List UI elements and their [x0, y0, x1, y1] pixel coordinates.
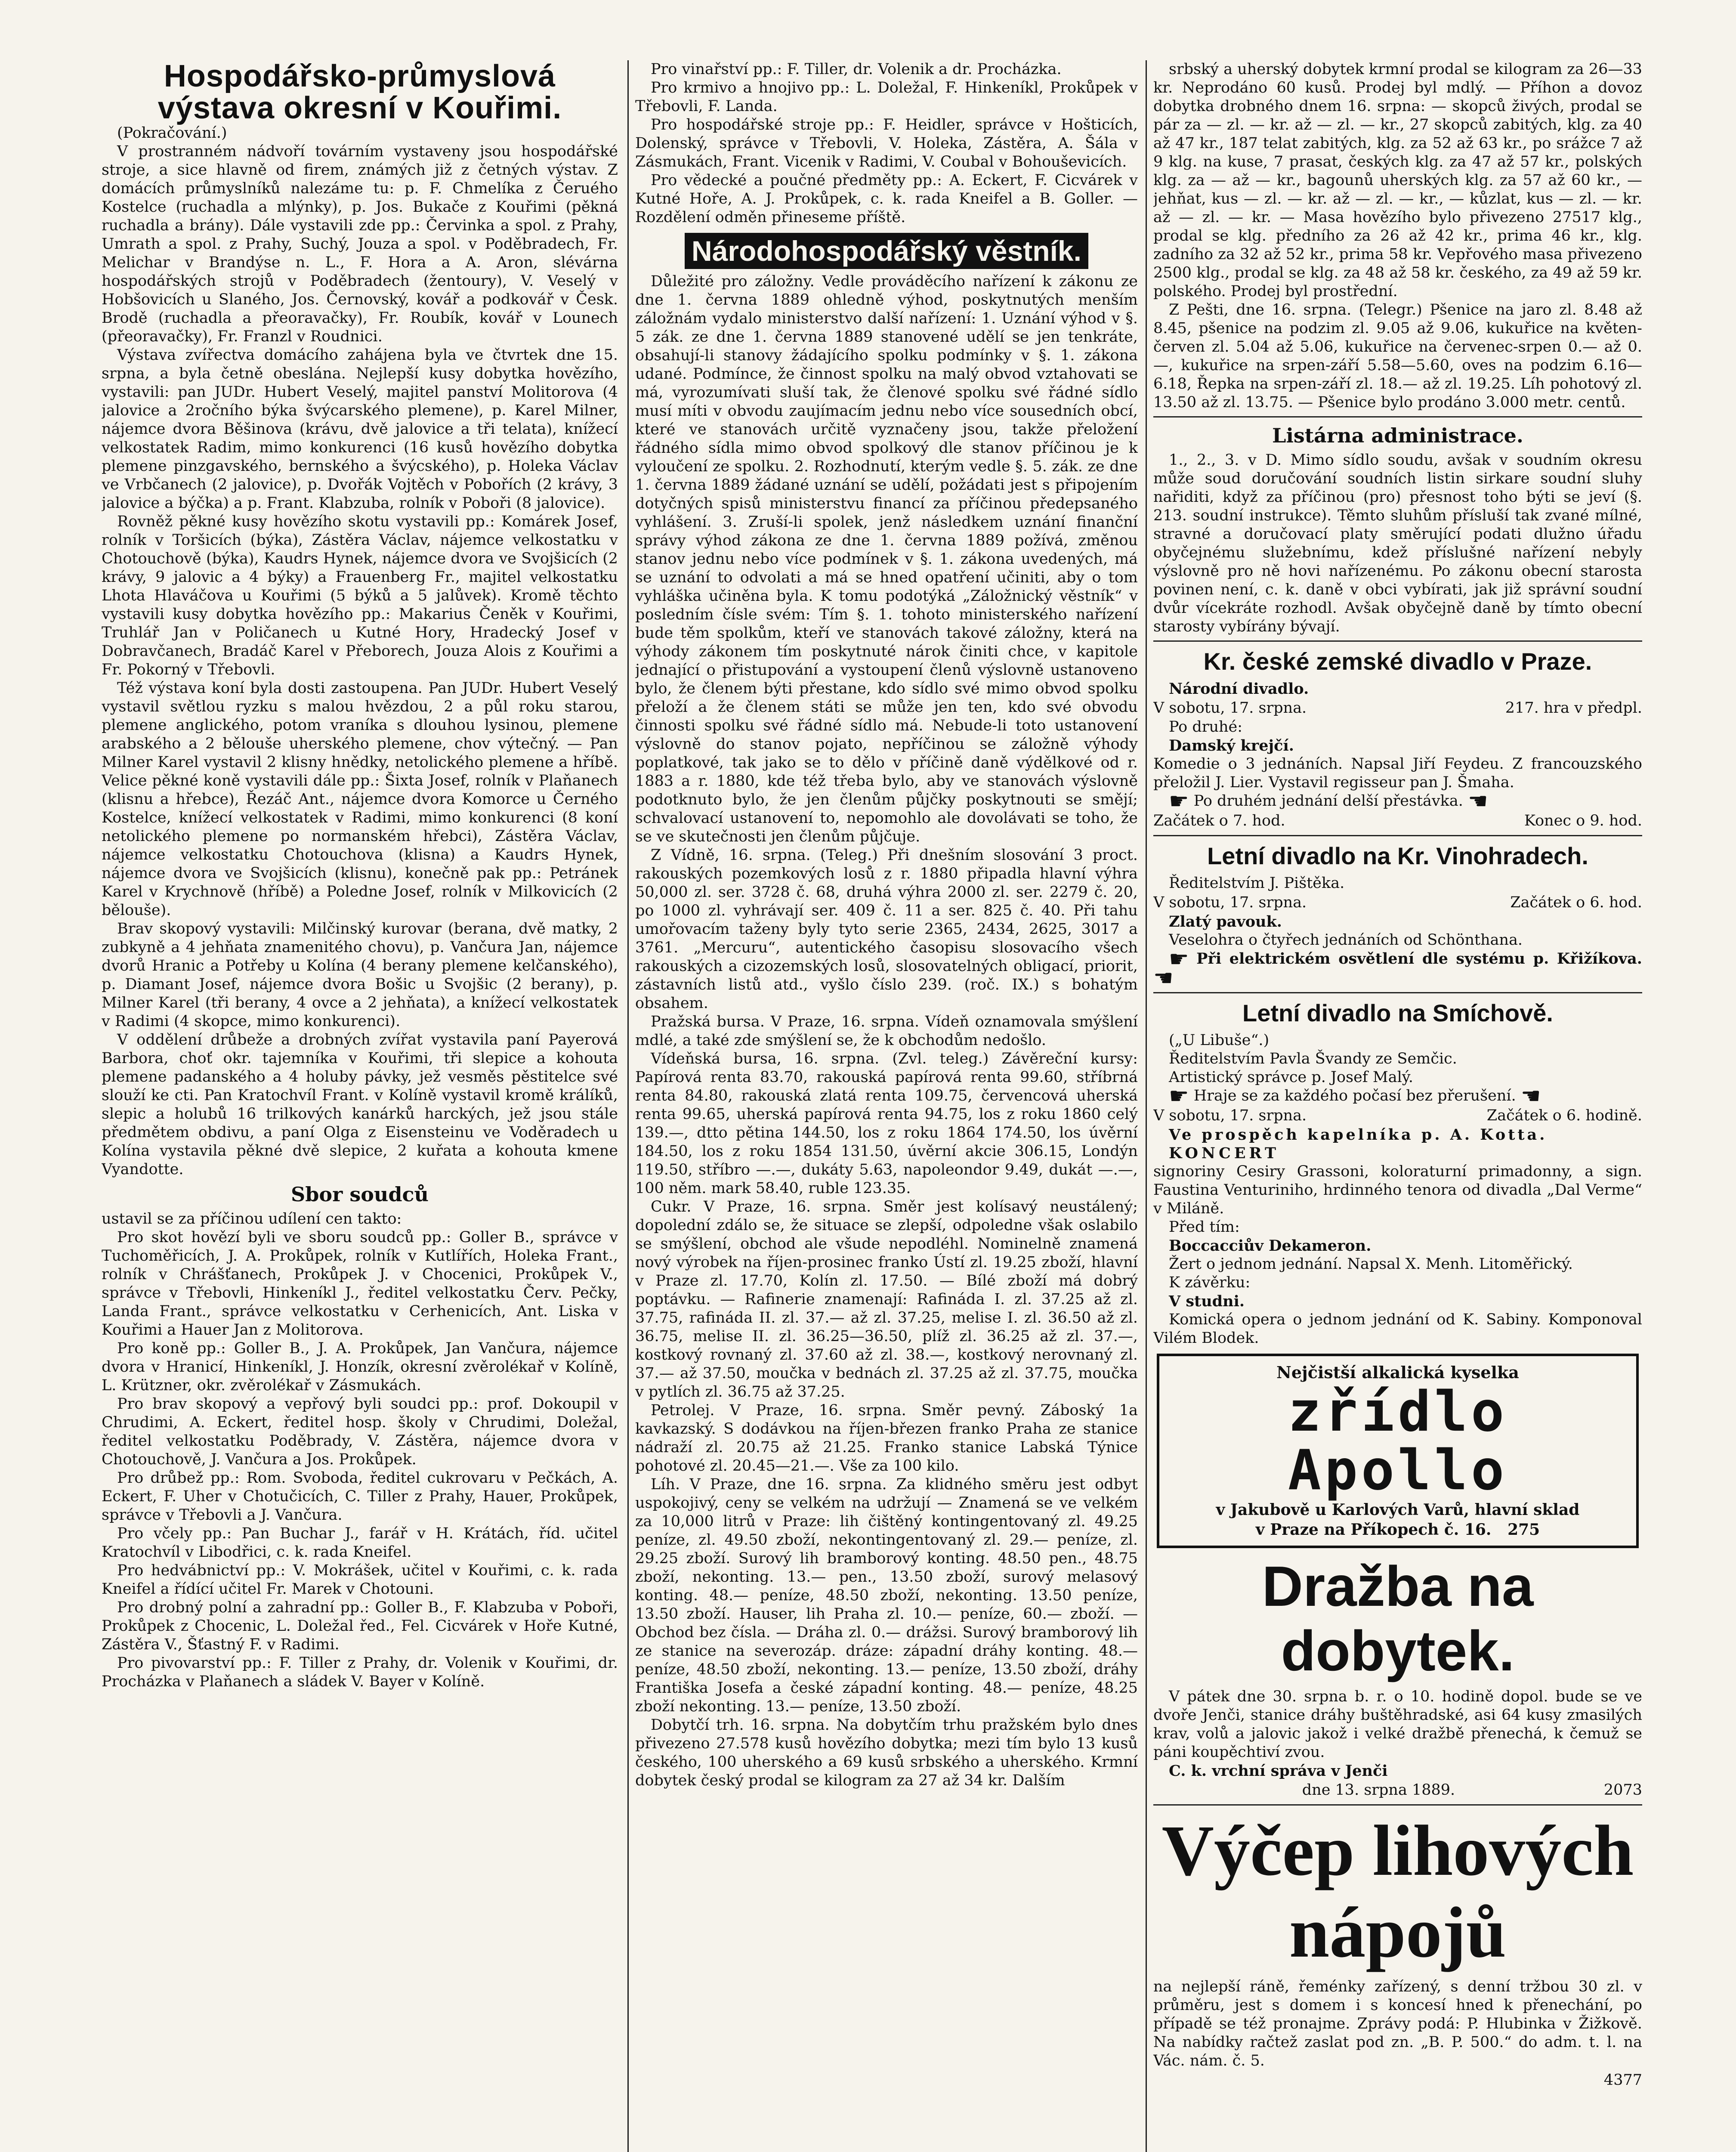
auction-ad-title: Dražba na dobytek.: [1262, 1555, 1534, 1682]
section-banner-title: Národohospodářský věstník.: [685, 233, 1088, 269]
column-3: [1153, 60, 1642, 2152]
program-label: Před tím:: [1169, 1218, 1240, 1236]
article-paragraph: Líh. V Praze, dne 16. srpna. Za klidného směru jest odbyt uspokojivý, ceny se velkém na udržují — Znamená se ve velkém za 10,000 litrů v Praze: lih čištěný kontingentovaný zl. 49.25 peníze, zl. 49.50 zboží, nekontingentovaný zl. 29.— peníze, zl. 29.25 zboží. Surový lih bramborový konting. 48.50 pen., 48.75 zboží, nekonting. 13.— pen., 13.50 zboží, surový melasový konting. 48.— peníze, 48.50 zboží, nekonting. 13.50 peníze, 13.50 zboží. Hauser, lih Praha zl. 10.— peníze, 60.— zboží. — Obchod bez čísla. — Dráha zl. 0.— drážsi. Surový bramborový lih ze stanice na severozáp. dráze: západní dráhy konting. 48.— peníze, 48.50 zboží, nekonting. 13.— peníze, 13.50 zboží, dráhy Františka Josefa a české západní konting. 48.— peníze, 48.25 zboží nekonting. 13.— peníze, 13.50 zboží.: [635, 1476, 1138, 1715]
notice-heading: Listárna administrace.: [1272, 424, 1523, 447]
ad-headline: zřídlo Apollo: [1288, 1380, 1508, 1503]
article-paragraph: Pro pivovarství pp.: F. Tiller z Prahy, dr. Volenik v Kouřimi, dr. Procházka v Plaňanech a sládek V. Bayer v Kolíně.: [102, 1654, 618, 1690]
play-description: Veselohra o čtyřech jednáních od Schönthana.: [1169, 931, 1523, 949]
article-title: Hospodářsko-průmyslová výstava okresní v Kouřimi.: [158, 60, 562, 125]
article-paragraph: Brav skopový vystavili: Milčinský kurovar (berana, dvě matky, 2 zubkyně a 4 jehňata znamenitého chovu), p. Vančura Jan, nájemce dvorů Hranic a Potřeby u Kolína (4 berany plemene kelčanského), p. Diamant Josef, nájemce dvora Bošic u Svojšic (2 berany), p. Milner Karel (tři berany, 4 ovce a 2 jehňata), a knížecí velkostatek v Radimi (4 skopce, mimo konkurenci).: [102, 920, 618, 1030]
pause-text: Po druhém jednání delší přestávka.: [1193, 792, 1463, 810]
article-paragraph: Pro včely pp.: Pan Buchar J., farář v H. Krátách, říd. učitel Kratochvíl v Libodřici, c. k. rada Kneifel.: [102, 1525, 618, 1561]
play-description: Komedie o 3 jednáních. Napsal Jiří Feydeu. Z francouzského přeložil J. Lier. Vystavil regisseur pan J. Šmaha.: [1153, 755, 1642, 791]
advertisement-mineral-water: [1157, 1354, 1639, 1548]
pointing-hand-icon: ☚: [1468, 788, 1488, 814]
play-description: Komická opera o jednom jednání od K. Sabiny. Komponoval Vilém Blodek.: [1153, 1311, 1642, 1347]
article-paragraph: Důležité pro záložny. Vedle prováděcího nařízení k zákonu ze dne 1. června 1889 ohledně výhod, poskytnutých menším záložnám vydalo ministerstvo další nařízení: 1. Uznání výhod v §. 5 zák. ze dne 1. června 1889 stanovené udělí se jen tenkráte, obsahují-li stanovy žádajícího spolku podmínky v §. 1. zákona udané. Podmínce, že činnost spolku na malý obvod vztahovati se má, vyrozumívati sluší tak, že členové spolku své řádné sídlo musí míti v obvodu zaujímacím jednu nebo více sousedních obcí, které ve stanovách určitě vyznačeny jsou, takže přeložení řádného sídla mimo obvod spolkový dle stanov příčinou je k vyloučení ze spolku. 2. Rozhodnutí, kterým vedle §. 5. zák. ze dne 1. června 1889 žádané uznání se udělí, požádati jest s připojením dotyčných spisů ministerstvu financí za příčinou předepsaného vyhlášení. 3. Zruší-li spolek, jenž následkem uznání finanční správy výhod zákona ze dne 1. června 1889 požívá, změnou stanov jednu nebo více podmínek v §. 1. zákona uvedených, má se uznání to odvolati a má se hned opatření učiniti, aby o tom vyhláška učiněna byla. K tomu podotýká „Záložnický věstník“ v posledním čísle svém: Tím §. 1. tohoto ministerského nařízení bude těm spolkům, kteří ve stanovách takové záložny, která na výhody zákonem tím poskytnuté nárok činiti chce, v kapitole jednající o přistupování a vystoupení členů výslovně ustanoveno bylo, že členem býti přestane, kdo sídlo své mimo obvod spolku přeloží a že členem státi se může jen ten, kdo své obvodu činnosti spolku své řádné sídlo má. Nebude-li toto ustanovení výslovně do stanov pojato, nepříčinou se záložně výhody poplatkové, tak jako se to dělo v příčině daně výdělkové od r. 1883 a r. 1880, kde též třeba bylo, aby ve stanovách výslovně podotknuto bylo, že jen členům půjčky poskytnouti se smějí; schvalovací ustanovení to, nepomohlo ale dovolávati se toho, že se ve skutečnosti jen členům půjčuje.: [635, 273, 1138, 845]
article-paragraph: Petrolej. V Praze, 16. srpna. Směr pevný. Záboský 1a kavkazský. S dodávkou na říjen-březen franko Praha ze stanice nádraží zl. 20.75 až 21.25. Franko stanice Labská Týnice pohotové zl. 20.45—21.—. Vše za 100 kilo.: [635, 1402, 1138, 1475]
article-paragraph: Pro drobný polní a zahradní pp.: Goller B., F. Klabzuba v Poboři, Prokůpek z Chocenic, L. Doležal řed., Fel. Cicvárek v Hoře Kutné, Zástěra V., Šťastný F. v Radimi.: [102, 1599, 618, 1653]
column-divider: [1146, 60, 1147, 2152]
start-time: Začátek o 6. hodině.: [1486, 1107, 1642, 1124]
article-paragraph: V oddělení drůbeže a drobných zvířat vystavila paní Payerová Barbora, choť okr. tajemníka v Kouřimi, tři slepice a kohouta plemene padanského a 4 holuby pávky, jež vesměs pěstitelce své slouží ke cti. Pan Kratochvíl Frant. v Kolíně vystavil kromě králíků, slepic a holubů 16 trilkových kanárků harckých, jež jsou stále předmětem obdivu, a paní Olga z Eisensteinu ve Voděradech u Kolína vystavila pěkné dvě slepice, 2 kuřata a kohouta kmene Vyandotte.: [102, 1031, 618, 1178]
article-paragraph: Pro vinařství pp.: F. Tiller, dr. Volenik a dr. Procházka.: [651, 61, 1062, 78]
tavern-ad-footer: [1153, 2070, 1642, 2090]
article-paragraph: Výstava zvířectva domácího zahájena byla ve čtvrtek dne 15. srpna, a byla četně obeslána. Nejlepší kusy dobytka hovězího, vystavili: pan JUDr. Hubert Veselý, majitel panství Molitorova (4 jalovice a 2ročního býka švýcarského plemene), p. Karel Milner, nájemce dvora Běšinova (krávu, dvě jalovice a tři telata), knížecí velkostatek Radim, mimo konkurenci (16 kusů hovězího dobytka plemene pinzgavského, bernského a švýcského), p. Holeka Václav ve Vrbčanech (2 jalovice), p. Dvořák Vojtěch v Pobořích (2 krávy, 3 jalovice a býčka) a p. Frant. Klabzuba, rolník v Poboři (8 jalovice).: [102, 346, 618, 512]
ad-line: Nejčistší alkalická kyselka: [1276, 1363, 1519, 1382]
theatre-title: Letní divadlo na Kr. Vinohradech.: [1207, 842, 1588, 869]
auction-ad-number: 2073: [1603, 1781, 1642, 1799]
newspaper-page: [102, 60, 1642, 2152]
program-label: K závěrku:: [1169, 1274, 1251, 1291]
article-paragraph: Pro hospodářské stroje pp.: F. Heidler, správce v Hošticích, Dolenský, správce v Třebovli, V. Holeka, Zástěra, A. Šála v Zásmukách, Frant. Vicenik v Radimi, V. Coubal v Bohouševicích.: [635, 116, 1138, 170]
section-banner: [635, 233, 1138, 269]
theatre-performance: 217. hra v předpl.: [1505, 699, 1642, 717]
column-divider: [627, 60, 629, 2152]
column-1: [102, 60, 618, 2152]
weather-text: Hraje se za každého počasí bez přerušení.: [1193, 1087, 1516, 1104]
article-paragraph: Též výstava koní byla dosti zastoupena. Pan JUDr. Hubert Veselý vystavil světlou ryzku s malou hvězdou, 2 a půl roku starou, plemene anglického, potom vraníka s dlouhou lysinou, plemene arabského a 2 bělouše uherského plemene, chov výtečný. — Pan Milner Karel vystavil 2 klisny hnědky, netolického plemene a hříbě. Velice pěkné koně vystavili dále pp.: Šixta Josef, rolník v Plaňanech (klisnu a hřebce), Řezáč Ant., nájemce dvora Komorce u Černého Kostelce, knížecí velkostatek v Radimi, mimo konkurenci (8 koní netolického plemene po normanském hřebci), Zástěra Václav, nájemce velkostatku Chotouchova (klisna) a Kaudrs Hynek, nájemce dvora ve Svojšicích (klisnu), konečně pak pp.: Petránek Karel v Krychnově (hříbě) a Poledne Josef, rolník v Milkovicích (2 bělouše).: [102, 680, 618, 919]
continuation-note: (Pokračování.): [117, 124, 227, 142]
article-paragraph: Pro brav skopový a vepřový byli soudci pp.: prof. Dokoupil v Chrudimi, A. Eckert, ředitel hosp. školy v Chrudimi, Doležal, ředitel velkostatku Poděbrady, V. Zástěra, nájemce dvora v Chotouchově, J. Vančura a Jos. Prokůpek.: [102, 1395, 618, 1468]
ad-line-address: [1165, 1520, 1630, 1540]
auction-ad-office: C. k. vrchní správa v Jenči: [1169, 1762, 1388, 1780]
lighting-note: [1153, 946, 1642, 991]
play-title: V studni.: [1169, 1292, 1245, 1310]
article-paragraph: Pro skot hovězí byli ve sboru soudců pp.: Goller B., správce v Tuchoměřicích, J. A. Prokůpek, rolník v Kutlířích, Holeka Frant., rolník v Chrášťanech, Prokůpek J. v Chocenici, Prokůpek V., správce v Třebovli, Hinkeníkl J., ředitel velkostatku Červ. Pečky, Landa Frant., správce velkostatku v Cerhenicích, Ant. Liska v Kouřimi a Hauer Jan z Molitorova.: [102, 1229, 618, 1339]
tavern-ad-text: na nejlepší ráně, řeménky zařízený, s denní tržbou 30 zl. v průměru, jest s domem i s koncesí hned k přenechání, po případě se též pronajme. Zprávy podá: P. Hlubinka v Žižkově. Na nabídky račtež zaslat pod zn. „B. P. 500.“ do adm. t. l. na Vác. nám. č. 5.: [1153, 1978, 1642, 2069]
weather-note: [1153, 1083, 1642, 1109]
divider: [1153, 835, 1642, 836]
article-paragraph: Dobytčí trh. 16. srpna. Na dobytčím trhu pražském bylo dnes přivezeno 27.578 kusů hovězího dobytka; mezi tím bylo 13 kusů českého, 100 uherského a 69 kusů srbského a uherského. Krmní dobytek český prodal se kilogram za 27 až 34 kr. Dalším: [635, 1716, 1138, 1789]
article-paragraph: V prostranném nádvoří továrním vystaveny jsou hospodářské stroje, a sice hlavně od firem, známých již z četných výstav. Z domácích průmyslníků nalezáme tu: p. F. Chmelíka z Čeruého Kostelce (ruchadla a mlýnky), p. Jos. Bukače z Kouřimi (pěkná ruchadla a brány). Dále vystavili zde pp.: Červinka a spol. z Prahy, Umrath a spol. z Prahy, Suchý, Jouza a spol. v Poděbradech, Fr. Melichar v Brandýse n. L., F. Hora a A. Aron, slévárna hospodářských strojů v Poděbradech (žentoury), V. Veselý v Hobšovicích u Slaného, Jos. Černovský, kovář a podkovář v Česk. Brodě (ruchadla a přeoravačky), Fr. Roubík, kovář v Lounech (přeoravačky), Fr. Franzl v Roudnici.: [102, 143, 618, 345]
auction-ad-text: V pátek dne 30. srpna b. r. o 10. hodině dopol. bude se ve dvoře Jenči, stanice dráhy buštěhradské, asi 64 kusy zmasilých krav, volů a jalovic jakož i velké dražbě přenechá, k čemuž se páni koupěchtiví zvou.: [1153, 1688, 1642, 1761]
pointing-hand-icon: ☛: [1169, 946, 1189, 972]
theatre-director: Ředitelstvím Pavla Švandy ze Semčic.: [1169, 1050, 1457, 1067]
ad-address: v Praze na Příkopech č. 16.: [1255, 1521, 1492, 1539]
concert-title: KONCERT: [1169, 1144, 1280, 1162]
divider: [1153, 1804, 1642, 1806]
theatre-date-row: [1153, 893, 1642, 912]
divider: [1153, 992, 1642, 993]
play-title: Zlatý pavouk.: [1169, 913, 1282, 931]
theatre-title: Kr. české zemské divadlo v Praze.: [1203, 648, 1592, 675]
theatre-date: V sobotu, 17. srpna.: [1153, 894, 1307, 911]
start-time: Začátek o 7. hod.: [1153, 812, 1285, 829]
theatre-title: Letní divadlo na Smíchově.: [1242, 999, 1553, 1027]
play-description: Žert o jednom jednání. Napsal X. Menh. Litoměřický.: [1169, 1255, 1573, 1273]
tavern-ad-number: 4377: [1603, 2072, 1642, 2089]
article-paragraph: ustavil se za příčinou udílení cen takto:: [102, 1210, 402, 1228]
theatre-name: („U Libuše“.): [1169, 1032, 1270, 1049]
article-paragraph: Vídeňská bursa, 16. srpna. (Zvl. teleg.) Závěreční kursy: Papírová renta 83.70, rakouská papírová renta 99.60, stříbrná renta 84.80, rakouská zlatá renta 109.75, červencová uherská renta 99.65, uherská papírová renta 94.75, los z roku 1860 celý 139.—, dtto pětina 144.50, los z roku 1864 174.50, los úvěrní 184.50, los z roku 1854 131.50, úvěrní akcie 306.15, Londýn 119.50, stříbro —.—, dukáty 5.63, napoleondor 9.49, dukát —.—, 100 něm. mark 58.40, ruble 123.35.: [635, 1050, 1138, 1197]
ad-number: 275: [1507, 1521, 1540, 1539]
theatre-subtitle: Národní divadlo.: [1169, 680, 1309, 698]
pointing-hand-icon: ☚: [1520, 1083, 1541, 1109]
start-time: Začátek o 6. hod.: [1510, 894, 1642, 911]
article-paragraph: Z Vídně, 16. srpna. (Teleg.) Při dnešním slosování 3 proct. rakouských pozemkových losů z r. 1880 připadla hlavní výhra 50,000 zl. ser. 3728 č. 68, druhá výhra 2000 zl. ser. 2279 č. 20, po 1000 zl. vyhrávají ser. 409 č. 11 a ser. 825 č. 40. Při tahu umořovacím taženy byly tyto serie 2365, 2434, 2625, 3017 a 3761. „Mercuru“, autentického časopisu slosovacího všech rakouských a cizozemských losů, slosovatelných obligací, priorit, zástavních listů atd., vyšlo číslo 239. (roč. IX.) s bohatým obsahem.: [635, 847, 1138, 1012]
time-row: [1153, 811, 1642, 831]
article-paragraph: Pro drůbež pp.: Rom. Svoboda, ředitel cukrovaru v Pečkách, A. Eckert, F. Uher v Chotučicích, C. Tiller z Prahy, Hauer, Prokůpek, správce v Třebovli a J. Vančura.: [102, 1469, 618, 1524]
theatre-artistic: Artistický správce p. Josef Malý.: [1169, 1069, 1414, 1086]
tavern-ad-title: Výčep lihových nápojů: [1161, 1811, 1634, 1973]
auction-ad-date: dne 13. srpna 1889.: [1302, 1781, 1455, 1799]
pause-note: [1153, 788, 1642, 814]
theatre-date: V sobotu, 17. srpna.: [1153, 1107, 1307, 1124]
concert-description: signoriny Cesiry Grassoni, koloraturní primadonny, a sign. Faustina Venturiniho, hrdinného tenora od divadla „Dal Verme“ v Miláně.: [1153, 1163, 1642, 1217]
article-paragraph: Pro vědecké a poučné předměty pp.: A. Eckert, F. Cicvárek v Kutné Hoře, A. J. Prokůpek, c. k. rada Kneifel a B. Goller. — Rozdělení odměn přineseme příště.: [635, 172, 1138, 226]
pointing-hand-icon: ☛: [1169, 788, 1189, 814]
theatre-date-row: [1153, 698, 1642, 718]
article-paragraph: Cukr. V Praze, 16. srpna. Směr jest kolísavý neustálený; dopolední zdálo se, že situace se zlepší, odpoledne však oslabilo se smýšlení, obchod ale všude nepodléhl. Nominelně znamená nový výrobek na říjen-prosinec franko Ústí zl. 19.25 zboží, hlavní v Praze zl. 17.70, Kolín zl. 17.50. — Bílé zboží má dobrý poptávku. — Rafinerie znamenají: Rafináda I. zl. 37.25 až zl. 37.75, rafináda II. zl. 37.— až zl. 37.25, melise I. zl. 36.50 až zl. 36.75, melise II. zl. 36.25—36.50, plíž zl. 36.25 až zl. 37.—, kostkový rovnaný zl. 37.60 až zl. 38.—, kostkový nerovnaný zl. 37.— až 37.50, moučka v bednách zl. 37.25 až zl. 37.75, moučka v pytlích zl. 36.75 až 37.25.: [635, 1198, 1138, 1401]
article-paragraph: Pro krmivo a hnojivo pp.: L. Doležal, F. Hinkeníkl, Prokůpek v Třebovli, F. Landa.: [635, 79, 1138, 115]
play-title: Damský krejčí.: [1169, 737, 1294, 754]
ad-line: v Jakubově u Karlových Varů, hlavní sklad: [1216, 1501, 1580, 1519]
end-time: Konec o 9. hod.: [1524, 812, 1642, 829]
article-paragraph: Pražská bursa. V Praze, 16. srpna. Vídeň oznamovala smýšlení mdlé, a také zde smýšlení se, že k obchodům nedošlo.: [635, 1013, 1138, 1049]
benefit-note: Ve prospěch kapelníka p. A. Kotta.: [1169, 1126, 1548, 1144]
divider: [1153, 640, 1642, 642]
article-paragraph: srbský a uherský dobytek krmní prodal se kilogram za 26—33 kr. Neprodáno 60 kusů. Prodej byl mdlý. — Příhon a dovoz dobytka drobného dnem 16. srpna: — skopců živých, prodal se pár za — zl. — kr. až — zl. — kr., 27 skopců zabitých, klg. za 40 až 47 kr., 187 telat zabitých, klg. za 52 až 63 kr., po srážce 7 až 9 klg. na kuse, 7 prasat, českých klg. za 47 až 57 kr., polských klg. za — až — kr., bagounů uherských klg. za 57 až 60 kr., — jehňat, kus — zl. — kr. až — zl. — kr., — kůzlat, kus — zl. — kr. až — zl. — kr. — Masa hovězího bylo přivezeno 27517 klg., prodal se klg. předního za 26 až 42 kr., prima 46 kr., klg. zadního za 32 až 52 kr., prima 58 kr. Vepřového masa přivezeno 2500 klg., prodal se klg. za 48 až 58 kr. českého, za 49 až 59 kr. polského. Prodej byl prostřední.: [1153, 61, 1642, 300]
section-heading: Sbor soudců: [291, 1183, 429, 1206]
theatre-director: Ředitelstvím J. Pištěka.: [1169, 875, 1345, 892]
theatre-date-row: [1153, 1106, 1642, 1125]
auction-ad-footer: [1153, 1780, 1642, 1800]
theatre-note: Po druhé:: [1169, 718, 1243, 736]
pointing-hand-icon: ☛: [1169, 1083, 1189, 1109]
theatre-date: V sobotu, 17. srpna.: [1153, 699, 1307, 717]
article-paragraph: Pro koně pp.: Goller B., J. A. Prokůpek, Jan Vančura, nájemce dvora v Hranicí, Hinkeníkl, J. Honzík, okresní zvěrolékař v Kolíně, L. Krützner, okr. zvěrolékař v Zásmukách.: [102, 1340, 618, 1394]
article-paragraph: Rovněž pěkné kusy hovězího skotu vystavili pp.: Komárek Josef, rolník v Toršicích (býka), Zástěra Václav, nájemce velkostatku v Chotouchově (býka), Kaudrs Hynek, nájemce dvora ve Svojšicích (2 krávy, 9 jalovic a 4 býky) a Frauenberg Fr., majitel velkostatku Lhota Hlaváčova u Kouřimi (5 býků a 5 jalůvek). Kromě těchto vystavili kusy dobytka hovězího pp.: Makarius Čeněk v Kouřimi, Truhlář Jan v Poličanech u Kutné Hory, Hradecký Josef v Dobravčanech, Bradáč Karel v Přeborech, Jouza Alois z Kouřimi a Fr. Pokorný v Třebovli.: [102, 513, 618, 678]
article-paragraph: Pro hedvábnictví pp.: V. Mokrášek, učitel v Kouřimi, c. k. rada Kneifel a řídící učitel Fr. Marek v Chotouni.: [102, 1562, 618, 1598]
play-title: Boccacciův Dekameron.: [1169, 1237, 1372, 1255]
divider: [1153, 416, 1642, 417]
lighting-text: Při elektrickém osvětlení dle systému p. Křižíkova.: [1196, 950, 1642, 968]
notice-text: 1., 2., 3. v D. Mimo sídlo soudu, avšak v soudním okresu může soud doručování soudních listin sirkare soudní sluhy nařiditi, když za příčinou (pro) přesnost toho býti se jeví (§. 213. soudní instrukce). Těmto sluhům přísluší tak zvané mílné, stravné a doručovací platy směrující podati dlužno úřadu obyčejnému služebnímu, kdež příslušné nařízení nebyly výslovně pro ně hovi nařízenému. Po zákonu obecní starosta povinen není, c. k. daně v obci vybírati, jak již správní soudní dvůr vícekráte rozhodl. Avšak obyčejně daně by tímto obecní starosty vybírány bývají.: [1153, 451, 1642, 635]
column-2: [635, 60, 1138, 2152]
article-paragraph: Z Pešti, dne 16. srpna. (Telegr.) Pšenice na jaro zl. 8.48 až 8.45, pšenice na podzim zl. 9.05 až 9.06, kukuřice na květen-červen zl. 5.04 až 5.06, kukuřice na červenec-srpen 0.— až 0.—, kukuřice na srpen-září 5.58—5.60, oves na podzim 6.16—6.18, Řepka na srpen-září zl. 18.— až zl. 19.25. Líh pohotový zl. 13.50 až zl. 13.75. — Pšenice bylo prodáno 3.000 metr. centů.: [1153, 301, 1642, 411]
pointing-hand-icon: ☚: [1153, 965, 1174, 991]
